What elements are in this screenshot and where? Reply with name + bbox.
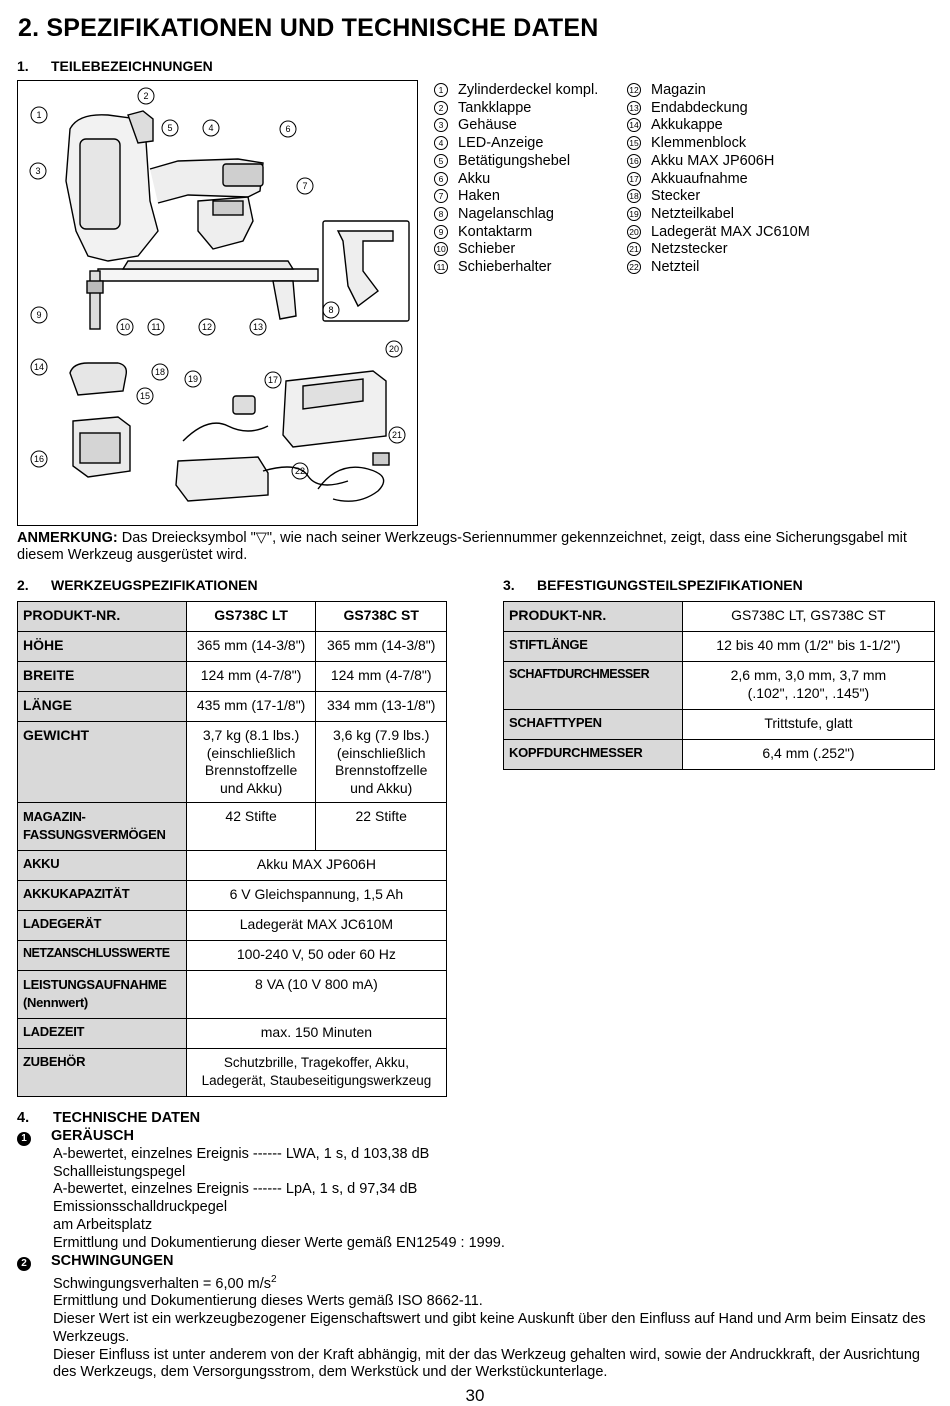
number-circle-icon: 10 <box>434 242 448 256</box>
cell: 3,7 kg (8.1 lbs.) (einschließlich Brennstoffzelle und Akku) <box>186 722 316 803</box>
legend-label: Tankklappe <box>458 99 532 116</box>
number-circle-icon: 1 <box>434 83 448 97</box>
legend-item <box>434 171 598 189</box>
legend-label: Schieberhalter <box>458 259 552 276</box>
note-paragraph: ANMERKUNG: Das Dreiecksymbol "▽", wie nach seiner Werkzeugs-Seriennummer gekennzeichnet, zeigt, dass eine Sicherungsgabel mit diesem Werkzeug ausgerüstet wird. <box>17 530 907 563</box>
cell: GS738C LT, GS738C ST <box>682 602 934 632</box>
number-circle-icon: 21 <box>627 242 641 256</box>
section-heading-tech: 4. TECHNISCHE DATEN <box>17 1110 201 1126</box>
svg-text:6: 6 <box>285 124 291 134</box>
legend-item <box>434 117 598 135</box>
legend-label: Gehäuse <box>458 117 517 134</box>
number-circle-icon: 2 <box>434 101 448 115</box>
svg-text:21: 21 <box>391 430 403 440</box>
table-row <box>18 911 447 941</box>
cell: Trittstufe, glatt <box>682 710 934 740</box>
row-label: GEWICHT <box>18 722 187 803</box>
legend-item <box>434 224 598 242</box>
cell: 435 mm (17-1/8") <box>186 692 316 722</box>
table-row <box>18 692 447 722</box>
legend-item <box>627 135 810 153</box>
legend-item <box>627 259 810 277</box>
svg-text:17: 17 <box>267 375 279 385</box>
legend-label: Netzteilkabel <box>651 205 735 222</box>
cell: Schutzbrille, Tragekoffer, Akku, Ladegerät, Staubeseitigungswerkzeug <box>186 1049 446 1097</box>
legend-label: Zylinderdeckel kompl. <box>458 82 599 98</box>
table-row <box>18 662 447 692</box>
row-label: PRODUKT-NR. <box>504 602 683 632</box>
cell: 365 mm (14-3/8") <box>186 632 316 662</box>
row-label: BREITE <box>18 662 187 692</box>
cell: max. 150 Minuten <box>186 1019 446 1049</box>
svg-text:16: 16 <box>33 454 45 464</box>
row-label: HÖHE <box>18 632 187 662</box>
legend-item <box>627 100 810 118</box>
row-label: SCHAFTDURCHMESSER <box>504 662 683 710</box>
legend-label: Endabdeckung <box>651 99 748 116</box>
number-circle-icon: 19 <box>627 207 641 221</box>
number-circle-icon: 17 <box>627 172 641 186</box>
cell: 6,4 mm (.252") <box>682 740 934 770</box>
row-label: AKKUKAPAZITÄT <box>18 881 187 911</box>
legend-item <box>434 153 598 171</box>
svg-text:5: 5 <box>167 123 173 133</box>
table-header-cell: PRODUKT-NR. <box>18 602 187 632</box>
cell: 334 mm (13-1/8") <box>316 692 447 722</box>
tool-spec-table <box>17 601 447 1097</box>
svg-text:13: 13 <box>252 322 264 332</box>
bullet-2-icon: 2 <box>17 1257 31 1271</box>
number-circle-icon: 18 <box>627 189 641 203</box>
svg-text:7: 7 <box>302 181 308 191</box>
bullet-1-icon: 1 <box>17 1132 31 1146</box>
legend-item <box>627 206 810 224</box>
number-circle-icon: 22 <box>627 260 641 274</box>
cell: Ladegerät MAX JC610M <box>186 911 446 941</box>
legend-item <box>434 206 598 224</box>
row-label: NETZANSCHLUSSWERTE <box>18 941 187 971</box>
row-label: STIFTLÄNGE <box>504 632 683 662</box>
row-label: LÄNGE <box>18 692 187 722</box>
table-row <box>18 881 447 911</box>
number-circle-icon: 3 <box>434 118 448 132</box>
legend-label: Nagelanschlag <box>458 205 554 222</box>
legend-item <box>627 117 810 135</box>
number-circle-icon: 16 <box>627 154 641 168</box>
parts-legend-right <box>627 82 810 277</box>
cell: 42 Stifte <box>186 803 316 851</box>
legend-item <box>627 82 810 100</box>
parts-illustration <box>17 80 418 526</box>
cell: 124 mm (4-7/8") <box>316 662 447 692</box>
legend-item <box>434 135 598 153</box>
svg-text:2: 2 <box>143 91 149 101</box>
table-row <box>504 662 935 710</box>
number-circle-icon: 4 <box>434 136 448 150</box>
legend-item <box>434 241 598 259</box>
page-number: 30 <box>465 1386 485 1405</box>
row-label: ZUBEHÖR <box>18 1049 187 1097</box>
svg-text:11: 11 <box>151 322 161 332</box>
legend-item <box>627 224 810 242</box>
table-row <box>18 722 447 803</box>
table-header-cell: GS738C LT <box>186 602 316 632</box>
legend-label: Haken <box>458 188 500 205</box>
legend-item <box>627 188 810 206</box>
number-circle-icon: 5 <box>434 154 448 168</box>
legend-item <box>434 259 598 277</box>
svg-text:19: 19 <box>187 374 199 384</box>
cell: 6 V Gleichspannung, 1,5 Ah <box>186 881 446 911</box>
table-row <box>504 740 935 770</box>
table-row <box>18 803 447 851</box>
table-row <box>18 1049 447 1097</box>
page-title: 2. SPEZIFIKATIONEN UND TECHNISCHE DATEN <box>18 14 599 42</box>
table-row <box>18 1019 447 1049</box>
cell: 22 Stifte <box>316 803 447 851</box>
svg-text:8: 8 <box>328 305 334 315</box>
legend-item <box>434 82 598 100</box>
number-circle-icon: 7 <box>434 189 448 203</box>
legend-label: Akkukappe <box>651 117 723 134</box>
parts-legend-left <box>434 82 598 277</box>
legend-label: Schieber <box>458 241 516 258</box>
legend-item <box>627 171 810 189</box>
table-row <box>18 851 447 881</box>
number-circle-icon: 9 <box>434 225 448 239</box>
legend-label: Stecker <box>651 188 701 205</box>
callout-1: 1 <box>36 110 42 120</box>
svg-text:10: 10 <box>119 322 131 332</box>
legend-label: LED-Anzeige <box>458 135 544 152</box>
legend-label: Akkuaufnahme <box>651 170 748 187</box>
table-row <box>18 632 447 662</box>
legend-label: Netzteil <box>651 259 700 276</box>
table-row <box>504 710 935 740</box>
section-heading-parts: 1. TEILEBEZEICHNUNGEN <box>17 58 213 74</box>
svg-text:22: 22 <box>294 466 306 476</box>
cell: 124 mm (4-7/8") <box>186 662 316 692</box>
number-circle-icon: 13 <box>627 101 641 115</box>
cell: Akku MAX JP606H <box>186 851 446 881</box>
number-circle-icon: 14 <box>627 118 641 132</box>
cell: 8 VA (10 V 800 mA) <box>186 971 446 1019</box>
legend-label: Betätigungshebel <box>458 152 571 169</box>
legend-item <box>627 153 810 171</box>
legend-item <box>434 188 598 206</box>
legend-label: Kontaktarm <box>458 223 533 240</box>
table-header-cell: GS738C ST <box>316 602 447 632</box>
svg-text:12: 12 <box>201 322 213 332</box>
svg-text:14: 14 <box>33 362 45 372</box>
legend-item <box>434 100 598 118</box>
cell: 12 bis 40 mm (1/2" bis 1-1/2") <box>682 632 934 662</box>
section-heading-tool-spec: 2. WERKZEUGSPEZIFIKATIONEN <box>17 577 258 593</box>
row-label: MAGAZIN- FASSUNGSVERMÖGEN <box>18 803 187 851</box>
vibration-heading: 2 SCHWINGUNGEN <box>17 1253 937 1271</box>
svg-text:18: 18 <box>154 367 166 377</box>
svg-text:3: 3 <box>35 166 41 176</box>
legend-label: Akku MAX JP606H <box>651 152 775 169</box>
table-row <box>18 941 447 971</box>
number-circle-icon: 8 <box>434 207 448 221</box>
cell: 2,6 mm, 3,0 mm, 3,7 mm (.102", .120", .145") <box>682 662 934 710</box>
noise-text: A-bewertet, einzelnes Ereignis ------ LWA, 1 s, d 103,38 dB Schallleistungspegel A-bewertet, einzelnes Ereignis ------ LpA, 1 s, d 97,34 dB Emissionsschalldruckpegel am Arbeitsplatz Ermittlung und Dokumentierung dieser Werte gemäß EN12549 : 1999. <box>53 1145 505 1251</box>
nailer-diagram <box>18 81 418 526</box>
number-circle-icon: 12 <box>627 83 641 97</box>
row-label: KOPFDURCHMESSER <box>504 740 683 770</box>
noise-heading: 1 GERÄUSCH <box>17 1128 937 1146</box>
row-label: SCHAFTTYPEN <box>504 710 683 740</box>
number-circle-icon: 15 <box>627 136 641 150</box>
table-row <box>504 602 935 632</box>
svg-text:9: 9 <box>36 310 42 320</box>
row-label: LADEGERÄT <box>18 911 187 941</box>
number-circle-icon: 11 <box>434 260 448 274</box>
row-label: AKKU <box>18 851 187 881</box>
svg-text:15: 15 <box>139 391 151 401</box>
legend-label: Netzstecker <box>651 241 728 258</box>
technical-data <box>17 1110 937 1382</box>
legend-item <box>627 241 810 259</box>
legend-label: Klemmenblock <box>651 135 747 152</box>
table-row <box>18 971 447 1019</box>
cell: 3,6 kg (7.9 lbs.) (einschließlich Brennstoffzelle und Akku) <box>316 722 447 803</box>
row-label: LADEZEIT <box>18 1019 187 1049</box>
section-heading-fastener-spec: 3. BEFESTIGUNGSTEILSPEZIFIKATIONEN <box>503 577 803 593</box>
svg-text:20: 20 <box>388 344 400 354</box>
legend-label: Akku <box>458 170 491 187</box>
number-circle-icon: 6 <box>434 172 448 186</box>
legend-label: Ladegerät MAX JC610M <box>651 223 810 240</box>
table-row <box>504 632 935 662</box>
svg-text:4: 4 <box>208 123 214 133</box>
vibration-text: Schwingungsverhalten = 6,00 $m/s^2$ Ermittlung und Dokumentierung dieses Werts gemäß ISO 8662-11. Dieser Wert ist ein werkzeugbezogener Eigenschaftswert und gibt keine Auskunft über den Einfluss auf Hand und Arm beim Einsatz des Werkzeugs. Dieser Einfluss ist unter anderem von der Kraft abhängig, mit der das Werkzeug gehalten wird, sowie der Andruckkraft, der Ausrichtung des Werkzeugs, dem Versorgungsstrom, dem Werkstück und der Werkstückunterlage. <box>53 1273 926 1381</box>
row-label: LEISTUNGSAUFNAHME (Nennwert) <box>18 971 187 1019</box>
cell: 100-240 V, 50 oder 60 Hz <box>186 941 446 971</box>
legend-label: Magazin <box>651 82 706 98</box>
cell: 365 mm (14-3/8") <box>316 632 447 662</box>
fastener-spec-table <box>503 601 935 770</box>
number-circle-icon: 20 <box>627 225 641 239</box>
